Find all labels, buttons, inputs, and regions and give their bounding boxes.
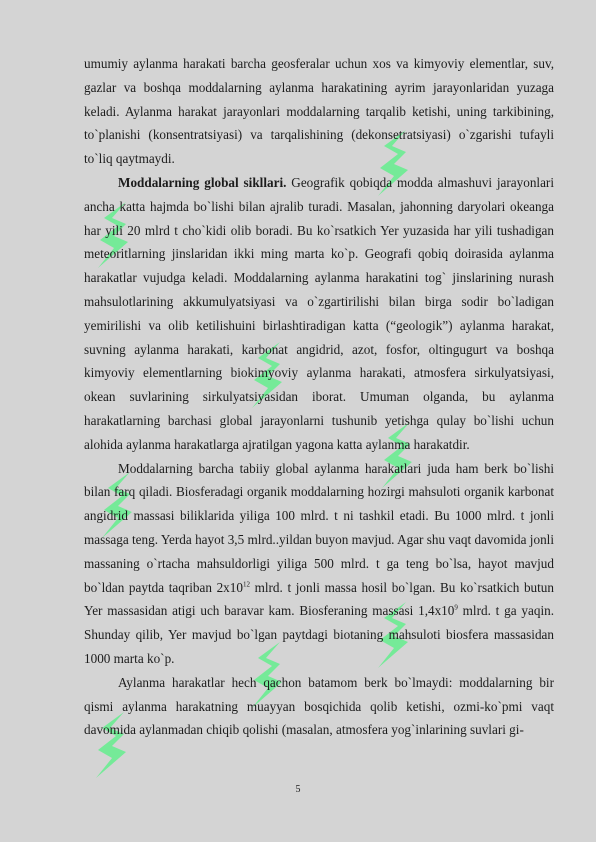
page-number: 5 — [295, 784, 301, 795]
superscript-exponent: 12 — [242, 580, 250, 589]
paragraph-closed-cycles — [84, 457, 554, 671]
superscript-exponent: 9 — [454, 603, 458, 612]
paragraph-global-cycles — [84, 171, 554, 457]
paragraph-text: mlrd. t ga yaqin. Shunday qilib, Yer mavjud bo`lgan paytdagi biotaning mahsuloti biosfera massasidan 1000 marta ko`p. — [84, 603, 554, 666]
paragraph-open-cycles: Aylanma harakatlar hech qachon batamom berk bo`lmaydi: moddalarning bir qismi aylanma harakatning muayyan bosqichida qolib ketishi, ozmi-ko`pmi vaqt davomida aylanmadan chiqib qolishi (masalan, atmosfera yog`inlarining suvlari gi- — [84, 674, 554, 738]
paragraph-text: Moddalarning barcha tabiiy global aylanma harakatlari juda ham berk bo`lishi bilan farq qiladi. Biosferadagi organik moddalarning hozirgi mahsuloti organik karbonat angidrid massasi biliklarida yiliga 100 mlrd. t ni tashkil etadi. Bu 1000 mlrd. t jonli massaga teng. Yerda hayot 3,5 mlrd..yildan buyon mavjud. Agar shu vaqt davomida jonli massaning o`rtacha mahsuldorligi yiliga 500 mlrd. t ga teng bo`lsa, hayot mavjud bo`ldan paytda taqriban 2x10 — [84, 460, 554, 595]
paragraph-text: mlrd. t jonli massa hosil bo`lgan. Bu ko`rsatkich butun Yer massasidan atigi uch baravar kam. Biosferaning massasi 1,4x10 — [84, 579, 554, 619]
section-heading: Moddalarning global sikllari. — [118, 174, 287, 190]
paragraph-continuation: umumiy aylanma harakati barcha geosferalar uchun xos va kimyoviy elementlar, suv, gazlar va boshqa moddalarning aylanma harakatining ayrim jarayonlaridan yuzaga keladi. Aylanma harakat jarayonlari moddalarning tarqalib ketishi, uning tarkibining, to`planishi (konsentratsiyasi) va tarqalishining (dekonsetratsiyasi) o`zgarishi tufayli to`liq qaytmaydi. — [84, 56, 554, 167]
paragraph-text: Geografik qobiqda modda almashuvi jarayonlari ancha katta hajmda bo`lishi bilan ajralib turadi. Masalan, jahonning daryolari okeanga har yili 20 mlrd t cho`kidi olib boradi. Bu ko`rsatkich Yer yuzasida har yili tushadigan meteoritlarning jinslaridan ikki ming marta ko`p. Geografi qobiq doirasida aylanma harakatlar vujudga keladi. Moddalarning aylanma harakatini tog` jinslarining nurash mahsulotlarining akkumulyatsiyasi va o`zgartirilishi bilan birga sodir bo`ladigan yemirilishi va olib ketilishuini birlashtiradigan katta (“geologik”) aylanma harakat, suvning aylanma harakati, karbonat angidrid, azot, fosfor, oltingugurt va boshqa kimyoviy elementlarning biokimyoviy aylanma harakati, atmosfera sirkulyatsiyasi, okean suvlarining sirkulyatsiyasidan iborat. Umuman olganda, bu aylanma harakatlarning barchasi global jarayonlarni tushunib yetishga qulay bo`lishi uchun alohida aylanma harakatlarga ajratilgan yagona katta aylanma harakatdir. — [84, 174, 554, 452]
body-text — [84, 52, 554, 742]
